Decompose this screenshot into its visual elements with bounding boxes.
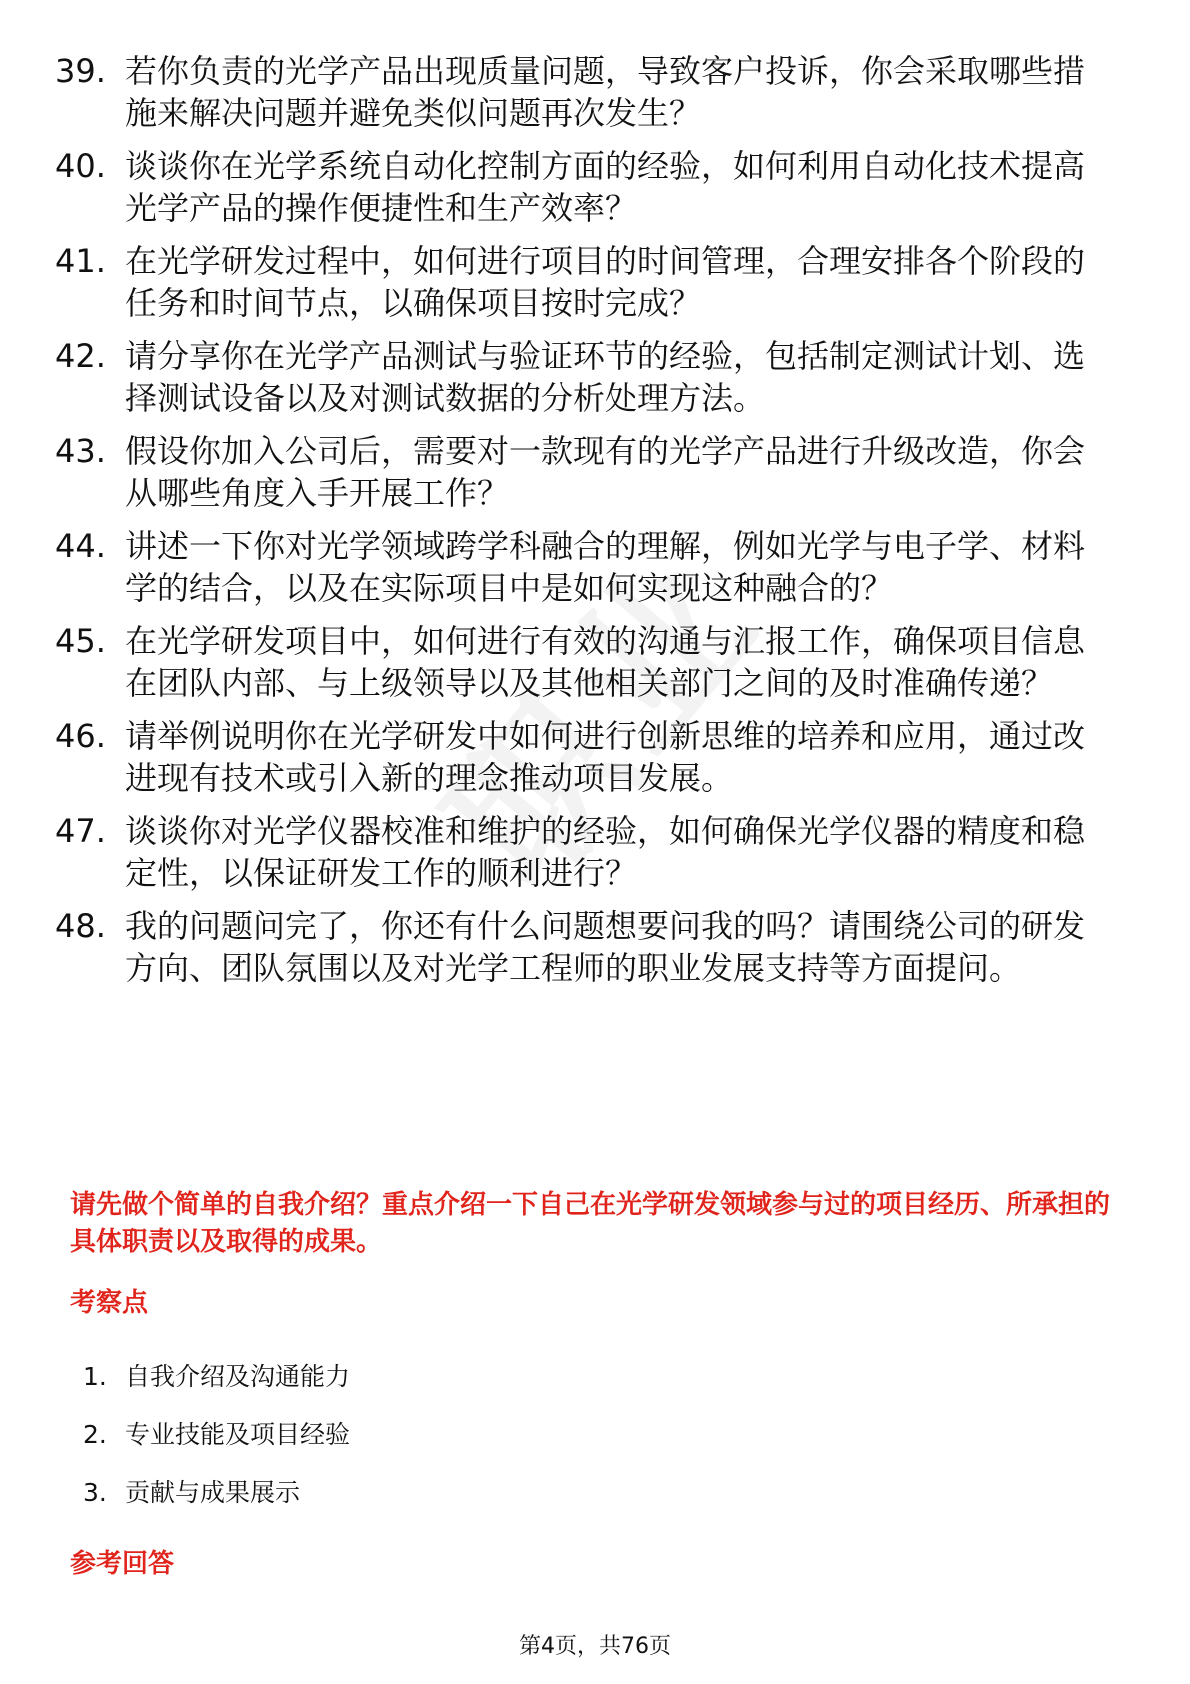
question-number: 42. (55, 337, 106, 375)
key-point-text: 贡献与成果展示 (125, 1478, 301, 1507)
question-item (55, 430, 1115, 514)
key-point-text: 自我介绍及沟通能力 (125, 1362, 351, 1391)
question-text: 请举例说明你在光学研发中如何进行创新思维的培养和应用，通过改进现有技术或引入新的理念推动项目发展。 (125, 717, 1086, 797)
key-point-item (83, 1418, 350, 1452)
interview-question-heading: 请先做个简单的自我介绍？重点介绍一下自己在光学研发领域参与过的项目经历、所承担的具体职责以及取得的成果。 (70, 1190, 1111, 1257)
question-item (55, 715, 1115, 799)
question-number: 46. (55, 717, 106, 755)
question-number: 39. (55, 52, 106, 90)
key-point-text: 专业技能及项目经验 (125, 1420, 351, 1449)
question-number: 44. (55, 527, 106, 565)
question-text: 我的问题问完了，你还有什么问题想要问我的吗？请围绕公司的研发方向、团队氛围以及对光学工程师的职业发展支持等方面提问。 (125, 907, 1086, 987)
page-number: 第4页，共76页 (519, 1634, 671, 1659)
key-points-list (83, 1360, 350, 1534)
key-point-item (83, 1360, 350, 1394)
question-number: 45. (55, 622, 106, 660)
question-list (55, 50, 1115, 1000)
question-item (55, 810, 1115, 894)
key-point-number: 3. (83, 1478, 107, 1507)
question-item (55, 50, 1115, 134)
question-text: 讲述一下你对光学领域跨学科融合的理解，例如光学与电子学、材料学的结合，以及在实际项目中是如何实现这种融合的？ (125, 527, 1086, 607)
question-item (55, 620, 1115, 704)
question-text: 在光学研发项目中，如何进行有效的沟通与汇报工作，确保项目信息在团队内部、与上级领导以及其他相关部门之间的及时准确传递？ (125, 622, 1086, 702)
question-number: 48. (55, 907, 106, 945)
question-item (55, 335, 1115, 419)
question-number: 43. (55, 432, 106, 470)
key-point-item (83, 1476, 350, 1510)
question-text: 谈谈你在光学系统自动化控制方面的经验，如何利用自动化技术提高光学产品的操作便捷性和生产效率？ (125, 147, 1086, 227)
question-item (55, 525, 1115, 609)
question-item (55, 145, 1115, 229)
question-text: 假设你加入公司后，需要对一款现有的光学产品进行升级改造，你会从哪些角度入手开展工作？ (125, 432, 1086, 512)
question-number: 47. (55, 812, 106, 850)
question-number: 40. (55, 147, 106, 185)
question-number: 41. (55, 242, 106, 280)
question-text: 在光学研发过程中，如何进行项目的时间管理，合理安排各个阶段的任务和时间节点，以确保项目按时完成？ (125, 242, 1086, 322)
question-text: 谈谈你对光学仪器校准和维护的经验，如何确保光学仪器的精度和稳定性，以保证研发工作的顺利进行？ (125, 812, 1086, 892)
question-text: 若你负责的光学产品出现质量问题，导致客户投诉，你会采取哪些措施来解决问题并避免类似问题再次发生？ (125, 52, 1086, 132)
question-item (55, 240, 1115, 324)
key-point-number: 2. (83, 1420, 107, 1449)
question-item (55, 905, 1115, 989)
question-text: 请分享你在光学产品测试与验证环节的经验，包括制定测试计划、选择测试设备以及对测试数据的分析处理方法。 (125, 337, 1086, 417)
reference-answer-heading: 参考回答 (70, 1549, 175, 1579)
key-points-heading: 考察点 (70, 1288, 149, 1318)
key-point-number: 1. (83, 1362, 107, 1391)
